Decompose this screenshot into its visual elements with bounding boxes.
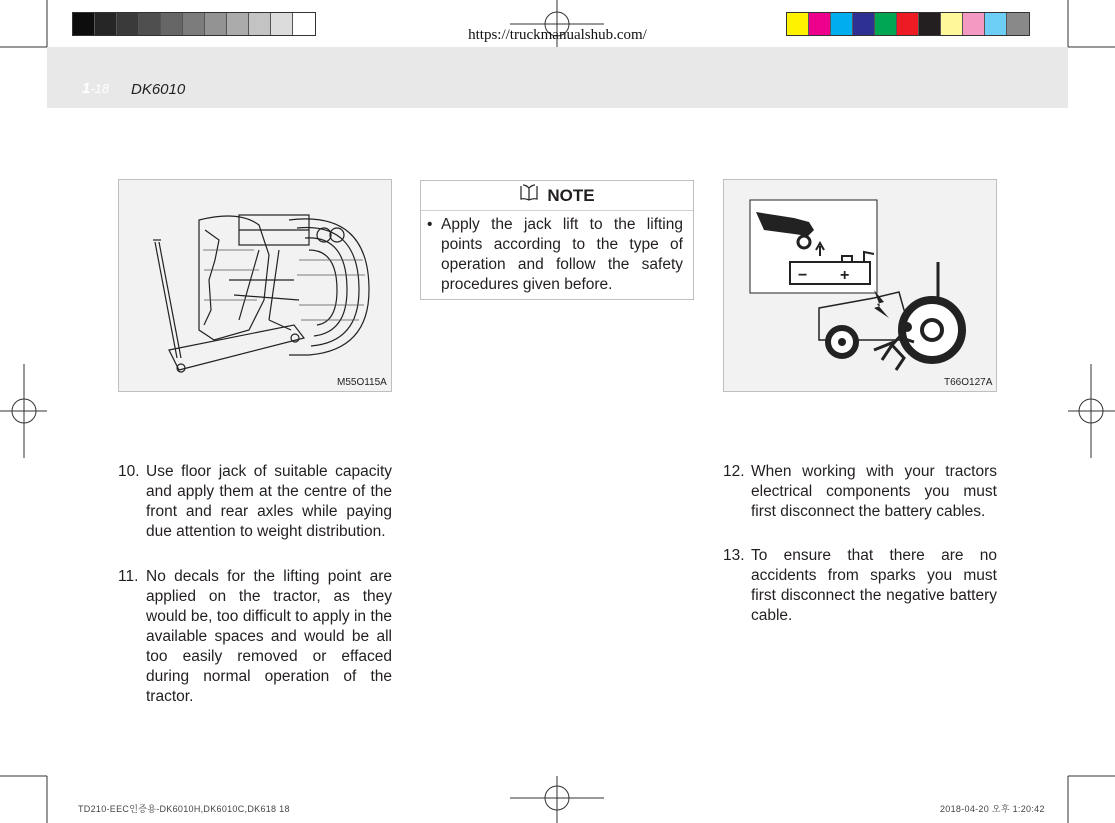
note-box <box>420 180 694 300</box>
figure-floor-jack <box>118 179 392 392</box>
note-text: Apply the jack lift to the lifting points according to the type of operation and follow the safety procedures given before. <box>441 216 683 293</box>
item-number: 13. <box>723 547 745 564</box>
model-name: DK6010 <box>131 81 186 98</box>
svg-text:−: − <box>798 267 808 284</box>
item-text: To ensure that there are no accidents from sparks you must first disconnect the negative battery cable. <box>751 547 997 624</box>
list-item-13 <box>723 546 997 626</box>
book-icon <box>519 184 539 207</box>
item-text: When working with your tractors electrical components you must first disconnect the battery cables. <box>751 463 997 520</box>
tractor-jack-illustration <box>119 180 391 391</box>
page-header-band <box>47 47 1068 108</box>
print-slug-left: TD210-EEC인증용-DK6010H,DK6010C,DK618 18 <box>78 804 290 814</box>
figure-code-right: T66O127A <box>944 377 993 388</box>
source-url[interactable]: https://truckmanualshub.com/ <box>468 27 647 43</box>
note-header <box>421 181 693 211</box>
print-slug-right: 2018-04-20 오후 1:20:42 <box>940 804 1045 814</box>
battery-spark-illustration <box>724 180 996 391</box>
svg-text:+: + <box>840 267 850 284</box>
item-text: Use floor jack of suitable capacity and apply them at the centre of the front and rear axles while paying due attention to weight distribution. <box>146 463 392 540</box>
note-body <box>421 211 693 295</box>
page-number-page: -18 <box>90 81 110 96</box>
item-number: 11. <box>118 568 139 585</box>
list-item-12 <box>723 462 997 522</box>
item-number: 10. <box>118 463 140 480</box>
list-item-11 <box>118 567 392 707</box>
item-number: 12. <box>723 463 745 480</box>
note-title: NOTE <box>547 185 595 205</box>
page-number-chapter: 1 <box>82 80 91 97</box>
item-text: No decals for the lifting point are applied on the tractor, as they would be, too difficult to apply in the available spaces and would be all too easily removed or effaced during normal operation of the tractor. <box>146 568 392 705</box>
figure-battery-warning <box>723 179 997 392</box>
note-bullet: • <box>427 216 433 233</box>
page-number <box>82 80 109 97</box>
figure-code-left: M55O115A <box>337 377 387 388</box>
list-item-10 <box>118 462 392 542</box>
